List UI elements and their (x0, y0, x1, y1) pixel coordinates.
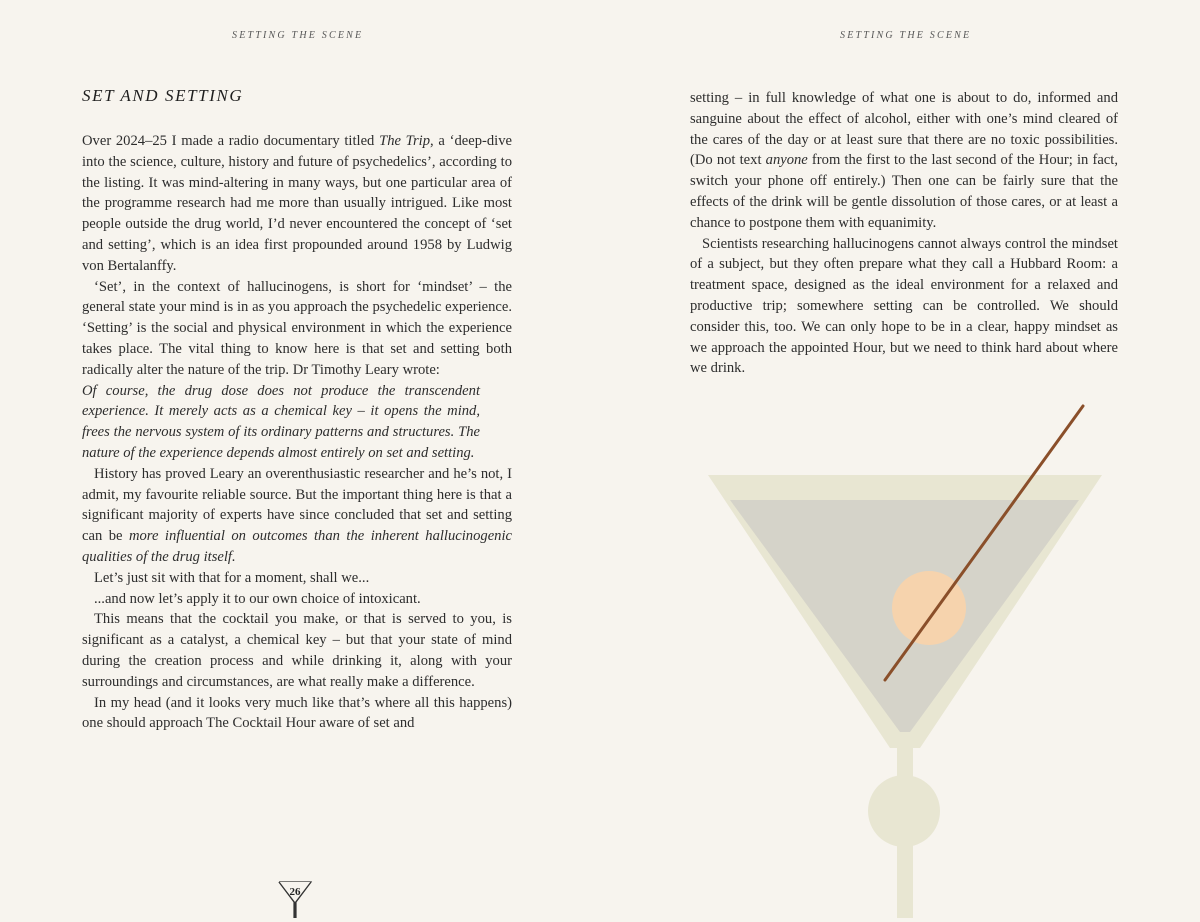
paragraph (82, 131, 512, 277)
running-head: SETTING THE SCENE (232, 30, 364, 41)
right-page (600, 0, 1200, 918)
paragraph: Let’s just sit with that for a moment, shall we... (94, 569, 370, 586)
paragraph: In my head (and it looks very much like that’s where all this happens) one should approach The Cocktail Hour aware of set and (82, 694, 512, 732)
text-run: setting – in full knowledge of what one is about to do, informed and sanguine about the effect of alcohol, either with one’s mind cleared of the cares of the day or at least sure that there are no toxic possibilities. (Do not text (690, 90, 1118, 169)
glass-stem-lower (897, 840, 913, 918)
page-number-label: 26 (289, 886, 301, 898)
text-run: , a ‘deep-dive into the science, culture, history and future of psychedelics’, according to the listing. It was mind-altering in many ways, but one particular area of the programme research had me more than usually intrigued. Like most people outside the drug world, I’d never encountered the concept of ‘set and setting’, which is an idea first propounded around 1958 by Ludwig von Bertalanffy. (82, 133, 512, 274)
paragraph (82, 464, 512, 568)
text-run: from the first to the last second of the Hour; in fact, switch your phone off entirely.) Then one can be fairly sure that the effects of the drink will be gentle dissolution of those cares, or at least a chance to postpone them with equanimity. (690, 152, 1118, 231)
emphasis: anyone (765, 152, 808, 169)
glass-knob (868, 775, 940, 847)
text-run: Over 2024–25 I made a radio documentary titled (82, 133, 380, 149)
block-quote: Of course, the drug dose does not produce the transcendent experience. It merely acts as a chemical key – it opens the mind, frees the nervous system of its ordinary patterns and structures. The nature of the experience depends almost entirely on set and setting. (82, 382, 480, 461)
text-run: History has proved Leary an overenthusiastic researcher and he’s not, I admit, my favourite reliable source. But the important thing here is that a significant majority of experts have since concluded that set and setting can be (82, 465, 512, 545)
paragraph: Scientists researching hallucinogens cannot always control the mindset of a subject, but they often prepare what they call a Hubbard Room: a treatment space, designed as the ideal environment for a relaxed and productive trip; somewhere setting can be controlled. We should consider this, too. We can only hope to be in a clear, happy mindset as we approach the appointed Hour, but we need to think hard about where we drink. (690, 235, 1118, 377)
martini-glass-icon (600, 0, 1200, 918)
running-head: SETTING THE SCENE (840, 30, 972, 41)
section-title: SET AND SETTING (82, 86, 244, 105)
page-number (276, 880, 314, 918)
emphasis: more influential on outcomes than the inherent hallucinogenic qualities of the drug itself. (82, 528, 512, 565)
left-page (0, 0, 600, 918)
left-text-column (82, 131, 512, 734)
paragraph: ‘Set’, in the context of hallucinogens, is short for ‘mindset’ – the general state your mind is in as you approach the psychedelic experience. ‘Setting’ is the social and physical environment in which the experience takes place. The vital thing to know here is that set and setting both radically alter the nature of the trip. Dr Timothy Leary wrote: (82, 278, 512, 378)
paragraph: This means that the cocktail you make, or that is served to you, is significant as a catalyst, a chemical key – but that your state of mind during the creation process and while drinking it, along with your surroundings and circumstances, are what really make a difference. (82, 611, 512, 690)
documentary-title: The Trip (379, 133, 431, 149)
paragraph: ...and now let’s apply it to our own choice of intoxicant. (94, 590, 421, 607)
